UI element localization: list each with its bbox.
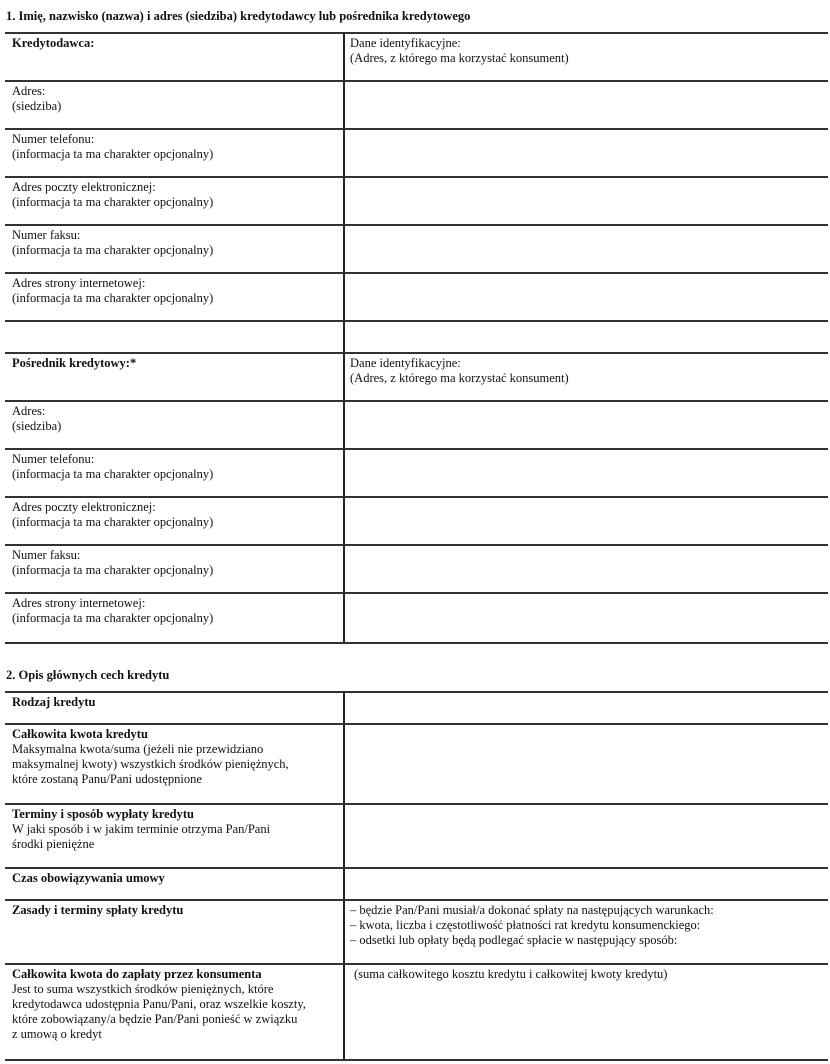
field-label: Adres: (12, 84, 46, 98)
lender-id-cell[interactable] (344, 33, 828, 81)
field-label: Numer telefonu: (12, 452, 95, 466)
section-1-title: 1. Imię, nazwisko (nazwa) i adres (siedziba) kredytodawcy lub pośrednika kredytowego (6, 9, 471, 23)
field-hint: (informacja ta ma charakter opcjonalny) (12, 147, 214, 161)
field-description: które zostaną Panu/Pani udostępnione (12, 772, 202, 786)
id-label: Dane identyfikacyjne: (350, 356, 461, 370)
row-label (5, 545, 344, 593)
field-hint: (informacja ta ma charakter opcjonalny) (12, 291, 214, 305)
field-label: Adres poczty elektronicznej: (12, 500, 156, 514)
lender-fax-field[interactable] (344, 225, 828, 273)
table-row (5, 273, 828, 321)
disbursement-terms-field[interactable] (344, 804, 828, 868)
repayment-line: – odsetki lub opłaty będą podlegać spłacie w następujący sposób: (350, 933, 678, 947)
table-row (5, 225, 828, 273)
field-description: W jaki sposób i w jakim terminie otrzyma Pan/Pani (12, 822, 271, 836)
table-row (5, 545, 828, 593)
row-label (5, 497, 344, 545)
row-label (5, 724, 344, 804)
table-row (5, 724, 828, 804)
table-row (5, 33, 828, 81)
lender-address-field[interactable] (344, 81, 828, 129)
total-amount-payable-field[interactable] (344, 964, 828, 1060)
field-label: Rodzaj kredytu (12, 695, 96, 709)
row-label (5, 900, 344, 964)
row-label (5, 225, 344, 273)
lender-table (5, 32, 828, 644)
field-description: z umową o kredyt (12, 1027, 102, 1041)
intermediary-address-field[interactable] (344, 401, 828, 449)
repayment-terms-field[interactable] (344, 900, 828, 964)
lender-email-field[interactable] (344, 177, 828, 225)
repayment-line: – kwota, liczba i częstotliwość płatności rat kredytu konsumenckiego: (350, 918, 701, 932)
intermediary-fax-field[interactable] (344, 545, 828, 593)
row-label (5, 129, 344, 177)
total-credit-amount-field[interactable] (344, 724, 828, 804)
row-label (5, 964, 344, 1060)
field-hint: (informacja ta ma charakter opcjonalny) (12, 611, 214, 625)
field-hint: (informacja ta ma charakter opcjonalny) (12, 195, 214, 209)
field-description: środki pieniężne (12, 837, 95, 851)
empty-cell (344, 321, 828, 353)
row-label (5, 273, 344, 321)
intermediary-header (5, 353, 344, 401)
field-description: kredytodawca udostępnia Panu/Pani, oraz wszelkie koszty, (12, 997, 306, 1011)
empty-cell (5, 321, 344, 353)
lender-label: Kredytodawca: (12, 36, 95, 50)
table-row (5, 401, 828, 449)
row-label (5, 401, 344, 449)
intermediary-label: Pośrednik kredytowy:* (12, 356, 137, 370)
field-hint: (siedziba) (12, 419, 62, 433)
table-row (5, 177, 828, 225)
field-description: które zobowiązany/a będzie Pan/Pani ponieść w związku (12, 1012, 298, 1026)
table-row (5, 129, 828, 177)
field-label: Adres strony internetowej: (12, 276, 146, 290)
field-label: Zasady i terminy spłaty kredytu (12, 903, 184, 917)
id-hint: (Adres, z którego ma korzystać konsument) (350, 371, 569, 385)
row-label (5, 593, 344, 643)
field-label: Numer faksu: (12, 548, 81, 562)
row-label (5, 692, 344, 724)
lender-website-field[interactable] (344, 273, 828, 321)
field-label: Terminy i sposób wypłaty kredytu (12, 807, 194, 821)
lender-phone-field[interactable] (344, 129, 828, 177)
field-hint: (informacja ta ma charakter opcjonalny) (12, 515, 214, 529)
field-label: Adres strony internetowej: (12, 596, 146, 610)
table-row (5, 593, 828, 643)
table-row (5, 692, 828, 724)
table-row (5, 964, 828, 1060)
id-label: Dane identyfikacyjne: (350, 36, 461, 50)
section-2-title: 2. Opis głównych cech kredytu (6, 668, 170, 682)
field-description: Jest to suma wszystkich środków pieniężnych, które (12, 982, 274, 996)
field-label: Czas obowiązywania umowy (12, 871, 165, 885)
row-label (5, 449, 344, 497)
repayment-line: – będzie Pan/Pani musiał/a dokonać spłaty na następujących warunkach: (350, 903, 714, 917)
intermediary-website-field[interactable] (344, 593, 828, 643)
field-hint: (informacja ta ma charakter opcjonalny) (12, 563, 214, 577)
field-label: Adres poczty elektronicznej: (12, 180, 156, 194)
field-label: Całkowita kwota do zapłaty przez konsumenta (12, 967, 262, 981)
intermediary-email-field[interactable] (344, 497, 828, 545)
field-hint: (informacja ta ma charakter opcjonalny) (12, 467, 214, 481)
field-label: Numer telefonu: (12, 132, 95, 146)
intermediary-id-cell[interactable] (344, 353, 828, 401)
credit-features-table (5, 691, 828, 1061)
credit-type-field[interactable] (344, 692, 828, 724)
spacer-row (5, 321, 828, 353)
field-hint: (siedziba) (12, 99, 62, 113)
table-row (5, 868, 828, 900)
row-label (5, 81, 344, 129)
table-row (5, 353, 828, 401)
table-row (5, 804, 828, 868)
field-label: Numer faksu: (12, 228, 81, 242)
intermediary-phone-field[interactable] (344, 449, 828, 497)
table-row (5, 449, 828, 497)
field-label: Całkowita kwota kredytu (12, 727, 148, 741)
field-label: Adres: (12, 404, 46, 418)
field-description: Maksymalna kwota/suma (jeżeli nie przewidziano (12, 742, 264, 756)
field-hint: (informacja ta ma charakter opcjonalny) (12, 243, 214, 257)
table-row (5, 497, 828, 545)
table-row (5, 81, 828, 129)
contract-duration-field[interactable] (344, 868, 828, 900)
row-label (5, 868, 344, 900)
total-hint: (suma całkowitego kosztu kredytu i całkowitej kwoty kredytu) (354, 967, 668, 981)
row-label (5, 804, 344, 868)
row-label (5, 177, 344, 225)
field-description: maksymalnej kwoty) wszystkich środków pieniężnych, (12, 757, 289, 771)
id-hint: (Adres, z którego ma korzystać konsument) (350, 51, 569, 65)
table-row (5, 900, 828, 964)
lender-header (5, 33, 344, 81)
